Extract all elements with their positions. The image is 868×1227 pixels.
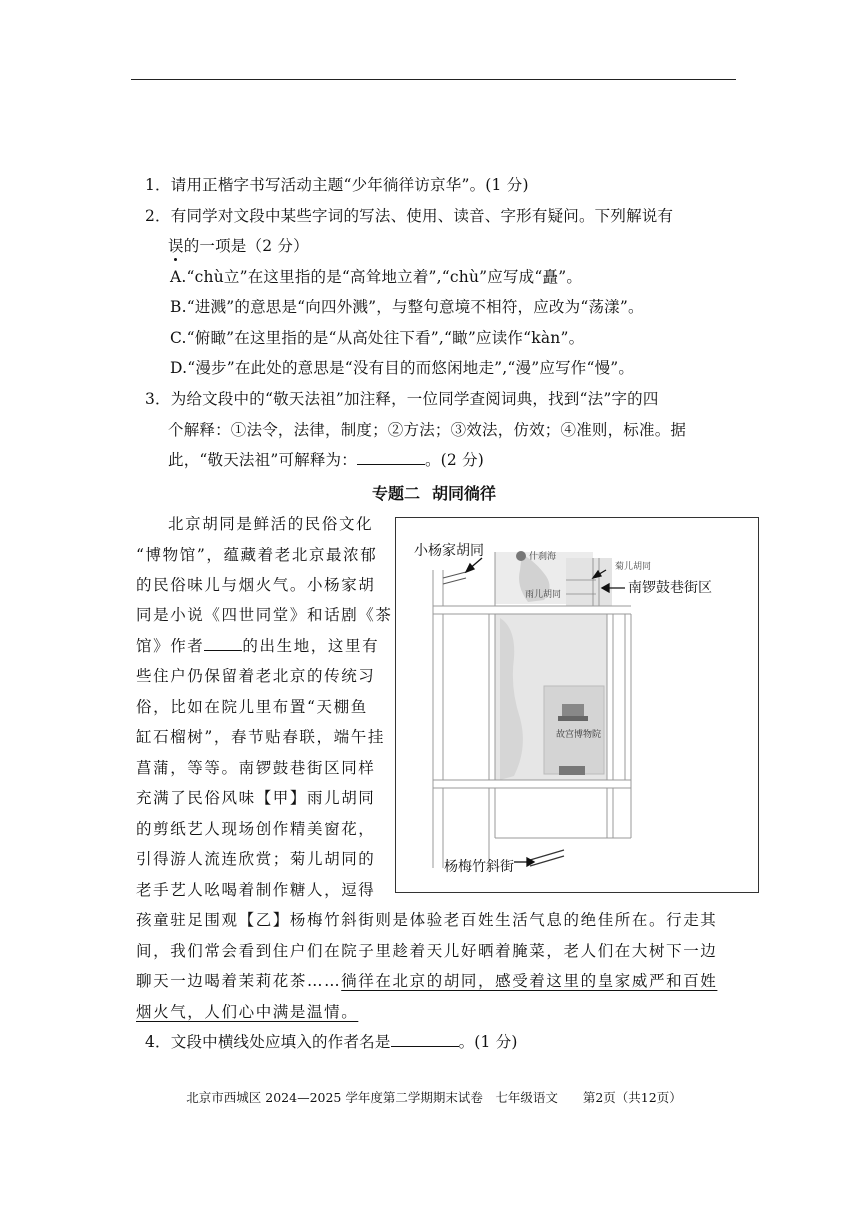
- passage-line: 孩童驻足围观【乙】杨梅竹斜街则是体验老百姓生活气息的绝佳所在。行走其: [136, 911, 718, 929]
- street-line: [443, 578, 466, 584]
- underlined-sentence: 徜徉在北京的胡同，感受着这里的皇家威严和百姓: [341, 972, 718, 990]
- answer-blank[interactable]: [357, 450, 425, 465]
- question-3-line-2: 个解释：①法令，法律，制度；②方法；③效法，仿效；④准则，标准。据: [168, 421, 687, 439]
- gate-icon: [559, 766, 585, 775]
- option-d: D.“漫步”在此处的意思是“没有目的而悠闲地走”,“漫”应写作“慢”。: [170, 359, 635, 377]
- map-label-xiaoyangjia: 小杨家胡同: [414, 543, 484, 559]
- question-4: [145, 1032, 518, 1052]
- passage-line: 菖蒲，等等。南锣鼓巷街区同样: [136, 759, 376, 777]
- passage-line: 北京胡同是鲜活的民俗文化: [168, 515, 374, 533]
- question-2-line-2: [168, 236, 309, 256]
- map-label-yangmeizhu: 杨梅竹斜街: [444, 859, 514, 875]
- top-rule: [131, 79, 736, 80]
- passage-line: 的剪纸艺人现场创作精美窗花，: [136, 820, 376, 838]
- question-3-line-3: [168, 450, 484, 470]
- passage-line: 老手艺人吆喝着制作糖人，逗得: [136, 881, 376, 899]
- question-1: 1．请用正楷字书写活动主题“少年徜徉访京华”。(1 分): [145, 176, 529, 194]
- passage-line: “博物馆”，蕴藏着老北京最浓郁: [136, 546, 378, 564]
- author-blank[interactable]: [204, 636, 242, 651]
- palace-icon-base: [558, 716, 588, 721]
- option-b: B.“进溅”的意思是“向四外溅”，与整句意境不相符，应改为“荡漾”。: [170, 298, 644, 316]
- map-block: [566, 558, 612, 606]
- option-a: A.“chù立”在这里指的是“高耸地立着”,“chù”应写成“矗”。: [170, 268, 583, 286]
- answer-blank[interactable]: [391, 1032, 459, 1047]
- question-2-line-1: [145, 206, 673, 226]
- map-label-nanluogu: 南锣鼓巷街区: [628, 580, 712, 596]
- passage-line: 些住户仍保留着老北京的传统习: [136, 667, 376, 685]
- page-footer: 北京市西城区 2024—2025 学年度第二学期期末试卷 七年级语文 第2页（共12页）: [186, 1090, 682, 1105]
- question-4-score: 。(1 分): [458, 1033, 518, 1051]
- map-graphic: [396, 518, 758, 892]
- passage-text: 馆》作者: [136, 637, 205, 655]
- map-label-yuer: 雨儿胡同: [525, 590, 562, 600]
- passage-line: 俗，比如在院儿里布置“天棚鱼: [136, 698, 368, 716]
- hutong-map: [395, 517, 759, 893]
- passage-line: [136, 1002, 358, 1022]
- underlined-sentence: 烟火气，人们心中满是温情。: [136, 1003, 359, 1021]
- passage-line: 引得游人流连欣赏；菊儿胡同的: [136, 850, 376, 868]
- passage-line: [136, 636, 379, 656]
- street-line: [443, 572, 466, 578]
- question-2-text-rest: 的一项是（2 分）: [183, 237, 309, 255]
- passage-line: 充满了民俗风味【甲】雨儿胡同: [136, 789, 376, 807]
- question-3-score: 。(2 分): [424, 451, 485, 469]
- passage-text: 的出生地，这里有: [242, 637, 380, 655]
- question-3-line-1: 3．为给文段中的“敬天法祖”加注释，一位同学查阅词典，找到“法”字的四: [145, 390, 659, 408]
- section-heading: 胡同徜徉: [432, 484, 497, 503]
- passage-line: 间，我们常会看到住户们在院子里趁着天儿好晒着腌菜，老人们在大树下一边: [136, 942, 718, 960]
- question-3-text: 此，“敬天法祖”可解释为：: [168, 451, 357, 469]
- passage-line: [136, 971, 717, 991]
- location-pin-icon: [516, 551, 526, 561]
- map-label-shichahai: 什刹海: [529, 552, 557, 562]
- section-title: [0, 481, 868, 504]
- street-line: [530, 850, 564, 860]
- palace-icon: [562, 704, 584, 716]
- section-label: 专题二: [371, 484, 420, 503]
- passage-text: 聊天一边喝着茉莉花茶……: [136, 972, 342, 990]
- emphasis-char: 误: [168, 237, 184, 255]
- map-label-gugong: 故宫博物院: [556, 730, 602, 740]
- option-c: C.“俯瞰”在这里指的是“从高处往下看”,“瞰”应读作“kàn”。: [170, 329, 585, 347]
- passage-line: 的民俗味儿与烟火气。小杨家胡: [136, 576, 376, 594]
- passage-line: 缸石榴树”，春节贴春联，端午挂: [136, 728, 385, 746]
- map-label-juer: 菊儿胡同: [615, 562, 652, 572]
- question-2-text: 2．有同学对文段中某些字词的写法、使用、读音、字形有疑问。下列解说有: [145, 207, 674, 225]
- street-line: [530, 856, 564, 866]
- passage-line: 同是小说《四世同堂》和话剧《茶: [136, 606, 393, 624]
- question-4-text: 4．文段中横线处应填入的作者名是: [145, 1033, 391, 1051]
